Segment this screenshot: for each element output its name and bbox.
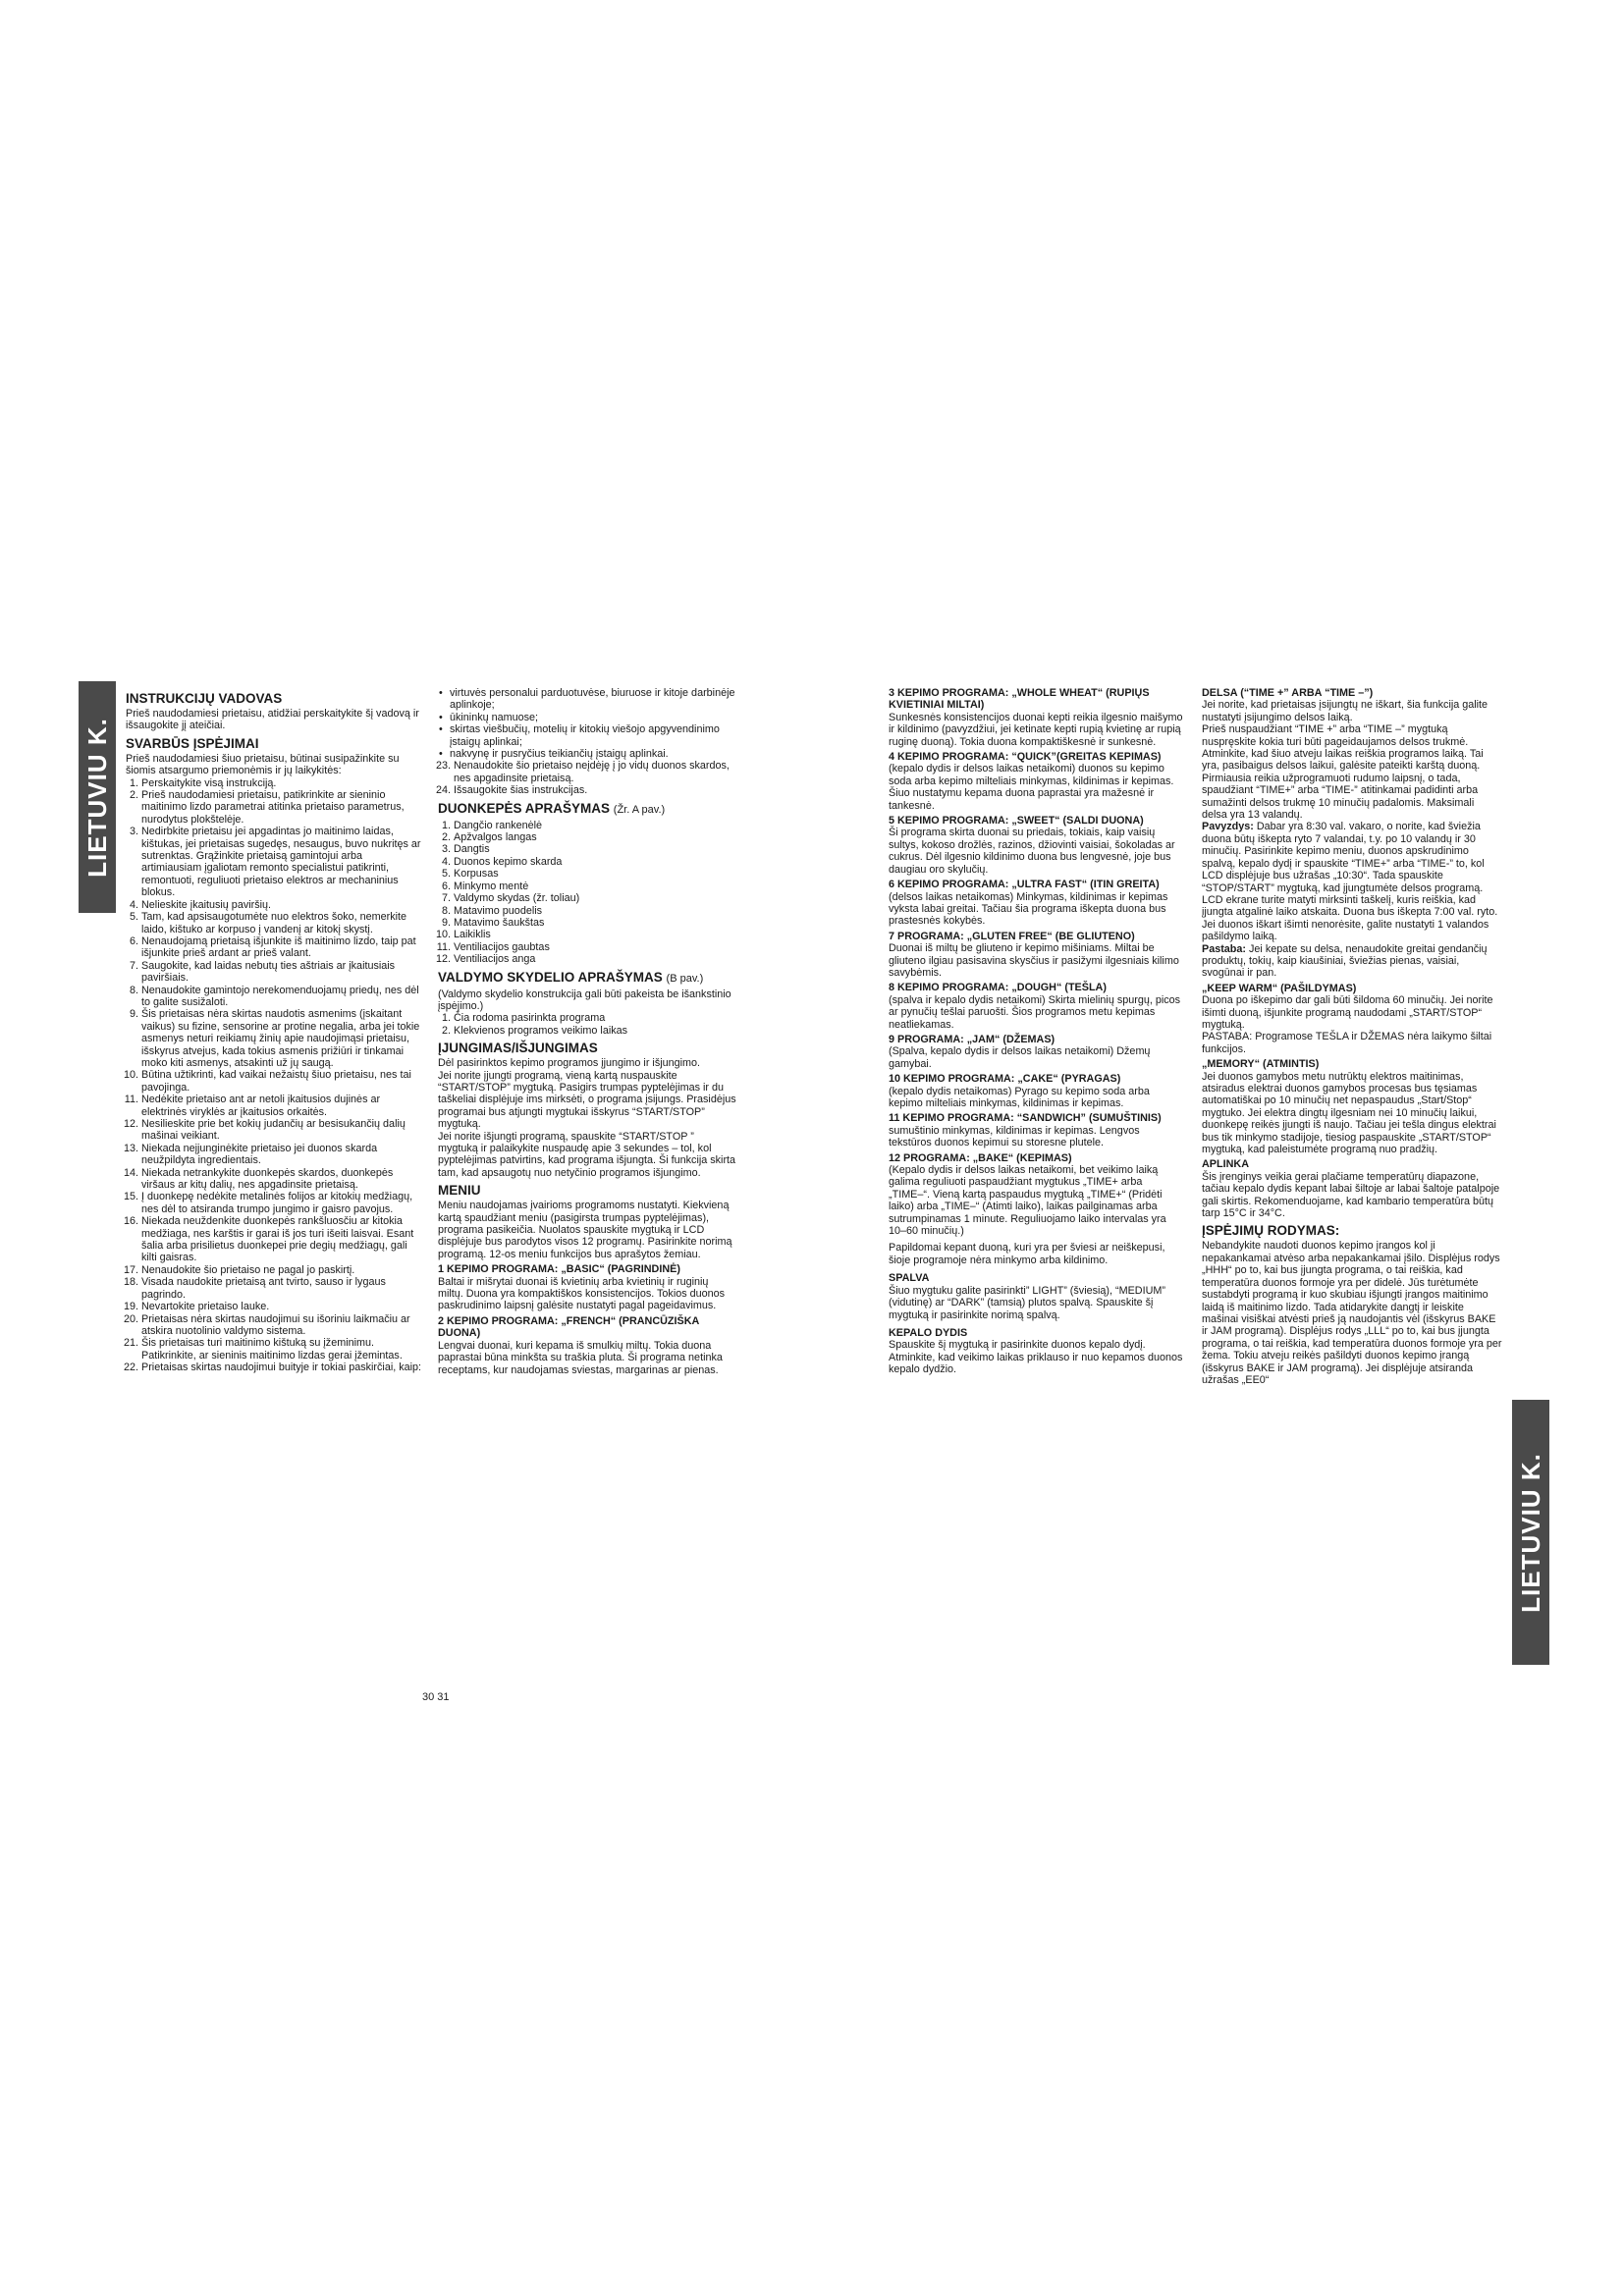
part-item: 2. Apžvalgos langas: [454, 831, 736, 843]
part-item: 9. Matavimo šaukštas: [454, 917, 736, 929]
usage-bullet-item: • skirtas viešbučių, motelių ir kitokių viešojo apgyvendinimo įstaigų aplinkai;: [450, 723, 736, 748]
safety-warning-item: 19. Nevartokite prietaiso lauke.: [141, 1301, 422, 1312]
safety-warning-item: 6. Nenaudojamą prietaisą išjunkite iš maitinimo lizdo, taip pat išjunkite prieš ardant ar prieš valant.: [141, 935, 422, 960]
paragraph-program-2: Lengvai duonai, kuri kepama iš smulkių miltų. Tokia duona paprastai būna minkšta su traškia pluta. Ši programa netinka receptams, kur naudojamas sviestas, margarinas ar pienas.: [438, 1339, 723, 1376]
heading-spalva: SPALVA: [889, 1272, 930, 1285]
heading-svarbus-ispejimai: SVARBŪS ĮSPĖJIMAI: [126, 735, 259, 751]
column-2: [438, 687, 736, 1376]
paragraph-pastaba: [1202, 943, 1502, 980]
safety-warning-item: 15. Į duonkepę nedėkite metalinės folijos ar kitokių medžiagų, nes dėl to atsiranda trumpo jungimo ir gaisro pavojus.: [141, 1191, 422, 1215]
paragraph-instrukciju: Prieš naudodamiesi prietaisu, atidžiai perskaitykite šį vadovą ir išsaugokite jį ateičiai.: [126, 708, 419, 732]
part-item: 7. Valdymo skydas (žr. toliau): [454, 892, 736, 904]
heading-ijungimas: ĮJUNGIMAS/IŠJUNGIMAS: [438, 1041, 598, 1056]
control-panel-list: [438, 1012, 736, 1037]
paragraph-pavyzdys: [1202, 821, 1502, 942]
language-tab-right: [1512, 1400, 1549, 1665]
paragraph-valdymo: (Valdymo skydelio konstrukcija gali būti pakeista be išankstinio įspėjimo.): [438, 988, 731, 1012]
safety-warning-item: 10. Būtina užtikrinti, kad vaikai nežaistų šiuo prietaisu, nes tai pavojinga.: [141, 1069, 422, 1094]
paragraph-ispejimu: Nebandykite naudoti duonos kepimo įrangos kol ji nepakankamai atvėso arba nepakankamai įšilo. Displėjus rodys „HHH“ po to, kai bus įjungta programa, o tai reiškia, kad temperatūra duonos formoje yra per didelė. Jūs turėtumėte sustabdyti programą ir kuo skubiau išjungti įrangos maitinimo laidą iš maitinimo lizdo. Tada atidarykite dangtį ir leiskite mašinai visiškai atvėsti prieš ją naudojantis vėl (išskyrus BAKE ir JAM programą). Displėjus rodys „LLL“ po to, kai bus įjungta programa, o tai reiškia, kad temperatūra duonos formoje yra per žema. Tokiu atveju reikės pašildyti duonos kepimo įrangą (išskyrus BAKE ir JAM programą). Jei displėjuje atsiranda užrašas „EE0“: [1202, 1240, 1502, 1386]
paragraph-program-8: (spalva ir kepalo dydis netaikomi) Skirta mielinių spurgų, picos ar pynučių tešlai paruošti. Šios programos metu kepimas neatliekamas.: [889, 993, 1181, 1031]
safety-warning-item: 14. Niekada netrankykite duonkepės skardos, duonkepės viršaus ar kitų dalių, nes apgadinsite prietaisą.: [141, 1167, 422, 1192]
safety-warning-item: 20. Prietaisas nėra skirtas naudojimui su išoriniu laikmačiu ar atskira nuotolinio valdymo sistema.: [141, 1313, 422, 1338]
safety-warning-item: 18. Visada naudokite prietaisą ant tvirto, sauso ir lygaus pagrindo.: [141, 1276, 422, 1301]
usage-bullet-item: • virtuvės personalui parduotuvėse, biuruose ir kitoje darbinėje aplinkoje;: [450, 687, 736, 712]
control-panel-item: 2. Klekvienos programos veikimo laikas: [454, 1025, 736, 1037]
heading-program-8: 8 KEPIMO PROGRAMA: „DOUGH“ (TEŠLA): [889, 982, 1107, 994]
heading-program-2: 2 KEPIMO PROGRAMA: „FRENCH“ (PRANCŪZIŠKA DUONA): [438, 1314, 699, 1340]
safety-warning-item: 21. Šis prietaisas turi maitinimo kištuką su įžeminimu. Patikrinkite, ar sieninis maitinimo lizdas gerai įžemintas.: [141, 1337, 422, 1362]
part-item: 12. Ventiliacijos anga: [454, 953, 736, 965]
pastaba-label: Pastaba:: [1202, 942, 1247, 955]
paragraph-program-11: sumuštinio minkymas, kildinimas ir kepimas. Lengvos tekstūros duonos kepimui su storesne plutele.: [889, 1124, 1140, 1149]
paragraph-memory: Jei duonos gamybos metu nutrūktų elektros maitinimas, atsiradus elektrai duonos gamybos procesas bus tęsiamas automatiškai po 10 minučių net nepaspaudus „Start/Stop“ mygtuko. Jei elektra dingtų ilgesniam nei 10 minučių laikui, duonkepę reikės įjungti iš naujo. Tačiau jei tešla dingus elektrai bus tik minkymo stadijoje, tiesiog paspauskite „START/STOP“ mygtuką, kad paleistumėte programą nuo pradžių.: [1202, 1070, 1496, 1156]
heading-ispejimu-rodymas: ĮSPĖJIMŲ RODYMAS:: [1202, 1223, 1340, 1239]
paragraph-svarbus: Prieš naudodamiesi šiuo prietaisu, būtinai susipažinkite su šiomis atsargumo priemonėmis ir jų laikykitės:: [126, 752, 400, 777]
safety-warning-item: 9. Šis prietaisas nėra skirtas naudotis asmenims (įskaitant vaikus) su fizine, sensorine ar protine negalia, arba jei tokie asmenys neturi reikiamų žinių apie naudojimąsi prietaisu, išskyrus atvejus, kada tokius asmenis prižiūri ir tinkamai moko kiti asmenys, atsakinti už jų saugą.: [141, 1008, 422, 1069]
usage-bullet-item: • ūkininkų namuose;: [450, 712, 736, 723]
paragraph-program-7: Duonai iš miltų be gliuteno ir kepimo mišiniams. Miltai be gliuteno ilgiau pasisavina skysčius ir pasižymi ilgesniais kilimo savybėmis.: [889, 942, 1179, 979]
heading-program-11: 11 KEPIMO PROGRAMA: “SANDWICH” (SUMUŠTINIS): [889, 1112, 1162, 1125]
heading-valdymo-skydelio: [438, 970, 736, 987]
safety-warnings-list: [126, 777, 422, 1374]
control-panel-item: 1. Čia rodoma pasirinkta programa: [454, 1012, 736, 1024]
heading-delsa: DELSA (“TIME +” ARBA “TIME –”): [1202, 687, 1374, 699]
heading-program-9: 9 PROGRAMA: „JAM“ (DŽEMAS): [889, 1033, 1056, 1045]
part-item: 1. Dangčio rankenėlė: [454, 820, 736, 831]
paragraph-program-4: (kepalo dydis ir delsos laikas netaikomi) duonos su kepimo soda arba kepimo milteliais minkymas, kildinimas ir kepimas. Šiuo nustatymu kepama duona paprastai yra mažesnė ir tankesnė.: [889, 763, 1174, 812]
part-item: 11. Ventiliacijos gaubtas: [454, 941, 736, 953]
safety-warning-item: 3. Nedirbkite prietaisu jei apgadintas jo maitinimo laidas, kištukas, jei prietaisas sugedęs, nesaugus, buvo nukritęs ar sutrenktas. Grąžinkite prietaisą gamintojui arba artimiausiam įgaliotam remonto specialistui patikrinti, remontuoti, reguliuoti prietaiso elektros ar mechaninius blokus.: [141, 826, 422, 898]
safety-warning-item: 5. Tam, kad apsisaugotumėte nuo elektros šoko, nemerkite laido, kištuko ar korpuso į vandenį ar kitokį skystį.: [141, 911, 422, 935]
safety-warnings-list-cont: [438, 760, 736, 796]
safety-warning-item: 13. Niekada neįjunginėkite prietaiso jei duonos skarda neužpildyta ingredientais.: [141, 1143, 422, 1167]
heading-program-1: 1 KEPIMO PROGRAMA: „BASIC“ (PAGRINDINĖ): [438, 1263, 680, 1276]
safety-warning-item: 11. Nedėkite prietaiso ant ar netoli įkaitusios dujinės ar elektrinės viryklės ar įkaitusios orkaitės.: [141, 1094, 422, 1118]
part-item: 10. Laikiklis: [454, 929, 736, 940]
language-tab-left-label: LIETUVIU K.: [81, 717, 112, 878]
safety-warning-item: 2. Prieš naudodamiesi prietaisu, patikrinkite ar sieninio maitinimo lizdo parametrai atitinka prietaiso parametrus, nurodytus plokštelėje.: [141, 789, 422, 826]
usage-bullet-item: • nakvynę ir pusryčius teikiančių įstaigų aplinkai.: [450, 748, 736, 760]
heading-program-7: 7 PROGRAMA: „GLUTEN FREE“ (BE GLIUTENO): [889, 930, 1135, 942]
heading-program-5: 5 KEPIMO PROGRAMA: „SWEET“ (SALDI DUONA): [889, 815, 1144, 828]
language-tab-right-label: LIETUVIU K.: [1515, 1452, 1545, 1613]
pavyzdys-text: Dabar yra 8:30 val. vakaro, o norite, kad šviežia duona būtų iškepta ryto 7 valandai, t.y. po 10 valandų ir 30 minučių. Pasirinkite kepimo meniu, duonos apskrudinimo spalvą, kepalo dydį ir spauskite “TIME+” arba “TIME-” to, kol LCD displėjuje bus užrašas „10:30“. Tada spauskite “STOP/START” mygtuką, kad įjungtumėte delsos programą. LCD ekrane turite matyti mirksinti taškelį, kuris reiškia, kad įjungta atgalinė laiko atskaita. Duona bus iškepta 7:00 val. ryto. Jei duonos iškart išimti nenorėsite, galite nustatyti 1 valandos pašildymo laiką.: [1202, 821, 1498, 943]
paragraph-program-9: (Spalva, kepalo dydis ir delsos laikas netaikomi) Džemų gamybai.: [889, 1045, 1151, 1070]
parts-list: [438, 820, 736, 966]
heading-keep-warm: „KEEP WARM“ (PAŠILDYMAS): [1202, 982, 1357, 994]
column-3: [889, 687, 1183, 1376]
safety-warning-item: 16. Niekada neuždenkite duonkepės rankšluosčiu ar kitokia medžiaga, nes karštis ir garai iš jos turi išeiti laisvai. Esant šalia arba prisilietus duonkepei prie degių medžiagų, gali kilti gaisras.: [141, 1215, 422, 1264]
heading-program-3: 3 KEPIMO PROGRAMA: „WHOLE WHEAT“ (RUPIŲS KVIETINIAI MILTAI): [889, 687, 1150, 712]
safety-warning-item: 22. Prietaisas skirtas naudojimui buityje ir tokiai paskirčiai, kaip:: [141, 1362, 422, 1373]
column-4: [1202, 687, 1502, 1386]
heading-program-12: 12 PROGRAMA: „BAKE“ (KEPIMAS): [889, 1151, 1072, 1164]
heading-duonkepes-aprasymas: [438, 801, 736, 818]
part-item: 6. Minkymo mentė: [454, 881, 736, 892]
heading-meniu: MENIU: [438, 1183, 481, 1199]
paragraph-program-10: (kepalo dydis netaikomas) Pyrago su kepimo soda arba kepimo milteliais minkymas, kildinimas ir kepimas.: [889, 1085, 1150, 1109]
safety-warning-item: 1. Perskaitykite visą instrukciją.: [141, 777, 422, 789]
paragraph-program-3: Sunkesnės konsistencijos duonai kepti reikia ilgesnio maišymo ir kildinimo (pavyzdžiui, jei ketinate kepti rupią kvietinę ar rupią ruginę duoną). Tokia duona kompaktiškesnė ir sunkesnė.: [889, 711, 1183, 748]
paragraph-kepalo-dydis: Spauskite šį mygtuką ir pasirinkite duonos kepalo dydį. Atminkite, kad veikimo laikas priklauso ir nuo kepamos duonos kepalo dydžio.: [889, 1339, 1183, 1376]
paragraph-ijungimas: Dėl pasirinktos kepimo programos įjungimo ir išjungimo. Jei norite įjungti programą, vieną kartą nuspauskite “START/STOP” mygtuką. Pasigirs trumpas pyptelėjimas ir du taškeliai displėjuje ims mirksėti, o programa įsijungs. Prasidėjus programai bus atjungti mygtukai išskyrus “START/STOP” mygtuką. Jei norite išjungti programą, spauskite “START/STOP ” mygtuką ir palaikykite nuspaudę apie 3 sekundes – tol, kol pyptelėjimas patvirtins, kad programa išjungta. Ši funkcija skirta tam, kad apsaugotų nuo netyčinio programos išjungimo.: [438, 1057, 736, 1179]
safety-warning-item: 17. Nenaudokite šio prietaiso ne pagal jo paskirtį.: [141, 1264, 422, 1276]
safety-warning-item: 4. Nelieskite įkaitusių paviršių.: [141, 899, 422, 911]
safety-warning-item: 7. Saugokite, kad laidas nebutų ties aštriais ar įkaitusiais paviršiais.: [141, 960, 422, 985]
part-item: 3. Dangtis: [454, 843, 736, 855]
heading-aplinka: APLINKA: [1202, 1158, 1249, 1171]
part-item: 4. Duonos kepimo skarda: [454, 856, 736, 868]
paragraph-spalva: Šiuo mygtuku galite pasirinkti” LIGHT” (šviesią), “MEDIUM” (vidutinę) ar “DARK” (tamsią) plutos spalvą. Spauskite šį mygtuką ir pasirinkite norimą spalvą.: [889, 1284, 1165, 1321]
paragraph-meniu: Meniu naudojamas įvairioms programoms nustatyti. Kiekvieną kartą spaudžiant meniu (pasigirsta trumpas pyptelėjimas), programa pasikeičia. Nuolatos spauskite mygtuką ir LCD displėjuje bus parodytos visos 12 programų. Pasirinkite norimą programą. 12-os meniu funkcijos bus aprašytos žemiau.: [438, 1200, 732, 1260]
safety-warning-item: 12. Nesilieskite prie bet kokių judančių ar besisukančių dalių mašinai veikiant.: [141, 1118, 422, 1143]
heading-valdymo-text: VALDYMO SKYDELIO APRAŠYMAS: [438, 969, 663, 985]
heading-memory: „MEMORY“ (ATMINTIS): [1202, 1058, 1320, 1071]
heading-kepalo-dydis: KEPALO DYDIS: [889, 1326, 968, 1339]
heading-instrukciju-vadovas: INSTRUKCIJŲ VADOVAS: [126, 691, 283, 706]
heading-duonkepes-text: DUONKEPĖS APRAŠYMAS: [438, 800, 611, 816]
paragraph-program-1: Baltai ir mišrytai duonai iš kvietinių arba kvietinių ir ruginių miltų. Duona yra kompaktiškos konsistencijos. Tokios duonos paskrudinimo laipsnį galėsite nustatyti pagal pageidavimus.: [438, 1275, 726, 1312]
page-numbers: 30 31: [422, 1691, 450, 1703]
part-item: 5. Korpusas: [454, 868, 736, 880]
paragraph-delsa: Jei norite, kad prietaisas įsijungtų ne iškart, šia funkcija galite nustatyti įsijungimo delsos laiką. Prieš nuspaudžiant “TIME +” arba “TIME –” mygtuką nuspręskite kokia turi būti pageidaujamos delsos trukmė. Atminkite, kad šiuo atveju laikas reiškia programos laiką. Tai yra, pasibaigus delsos laikui, galėsite pateikti karštą duoną. Pirmiausia reikia užprogramuoti rudumo laipsnį, o tada, spaudžiant “TIME+” arba “TIME-” atitinkamai padidinti arba sumažinti delsos trukmę 10 minučių padalomis. Maksimali delsa yra 13 valandų.: [1202, 699, 1489, 822]
pavyzdys-label: Pavyzdys:: [1202, 821, 1254, 833]
paragraph-papildomai: Papildomai kepant duoną, kuri yra per šviesi ar neiškepusi, šioje programoje nėra minkymo arba kildinimo.: [889, 1242, 1165, 1266]
column-1: [126, 687, 422, 1374]
paragraph-program-5: Ši programa skirta duonai su priedais, tokiais, kaip vaisių sultys, kokoso drožlės, razinos, džiovinti vaisiai, šokoladas ar cukrus. Dėl ilgesnio kildinimo duona bus lengvesnė, joje bus daugiau oro skylučių.: [889, 827, 1175, 876]
heading-duonkepes-ref: (Žr. A pav.): [613, 803, 666, 816]
safety-warning-item: 23. Nenaudokite šio prietaiso neįdėję į jo vidų duonos skardos, nes apgadinsite prietaisą.: [454, 760, 736, 784]
safety-warning-item: 8. Nenaudokite gamintojo nerekomenduojamų priedų, nes dėl to galite susižaloti.: [141, 985, 422, 1009]
heading-program-10: 10 KEPIMO PROGRAMA: „CAKE“ (PYRAGAS): [889, 1073, 1121, 1086]
paragraph-program-6: (delsos laikas netaikomas) Minkymas, kildinimas ir kepimas vyksta labai greitai. Tačiau šia programa iškepta duona bus prastesnės kokybės.: [889, 890, 1168, 928]
heading-program-4: 4 KEPIMO PROGRAMA: “QUICK”(GREITAS KEPIMAS): [889, 751, 1162, 764]
heading-valdymo-ref: (B pav.): [666, 972, 704, 985]
language-tab-left: [79, 681, 116, 913]
part-item: 8. Matavimo puodelis: [454, 905, 736, 917]
safety-warning-item: 24. Išsaugokite šias instrukcijas.: [454, 784, 736, 796]
heading-program-6: 6 KEPIMO PROGRAMA: „ULTRA FAST“ (ITIN GREITA): [889, 879, 1160, 891]
usage-bullets-list: [438, 687, 736, 760]
paragraph-aplinka: Šis įrenginys veikia gerai plačiame temperatūrų diapazone, tačiau kepalo dydis kepant labai šiltoje ar labai šaltoje patalpoje gali skirtis. Rekomenduojame, kad kambario temperatūra būtų tarp 15°C ir 34°C.: [1202, 1170, 1500, 1220]
paragraph-program-12: (Kepalo dydis ir delsos laikas netaikomi, bet veikimo laiką galima reguliuoti paspaudžiant mygtukus „TIME+ arba „TIME–“. Vieną kartą paspaudus mygtuką „TIME+“ (Pridėti laiko) arba „TIME–“ (Atimti laiko), laikas pailginamas arba sutrumpinamas 1 minute. Reguliuojamo laiko intervalas yra 10–60 minučių.): [889, 1164, 1166, 1238]
paragraph-keep-warm: Duona po iškepimo dar gali būti šildoma 60 minučių. Jei norite išimti duoną, išjunkite programą naudodami „START/STOP“ mygtuką. PASTABA: Programose TEŠLA ir DŽEMAS nėra laikymo šiltai funkcijos.: [1202, 994, 1493, 1055]
pastaba-text: Jei kepate su delsa, nenaudokite greitai gendančių produktų, tokių, kaip kiaušiniai, šviežias pienas, vaisiai, svogūnai ir pan.: [1202, 942, 1488, 980]
